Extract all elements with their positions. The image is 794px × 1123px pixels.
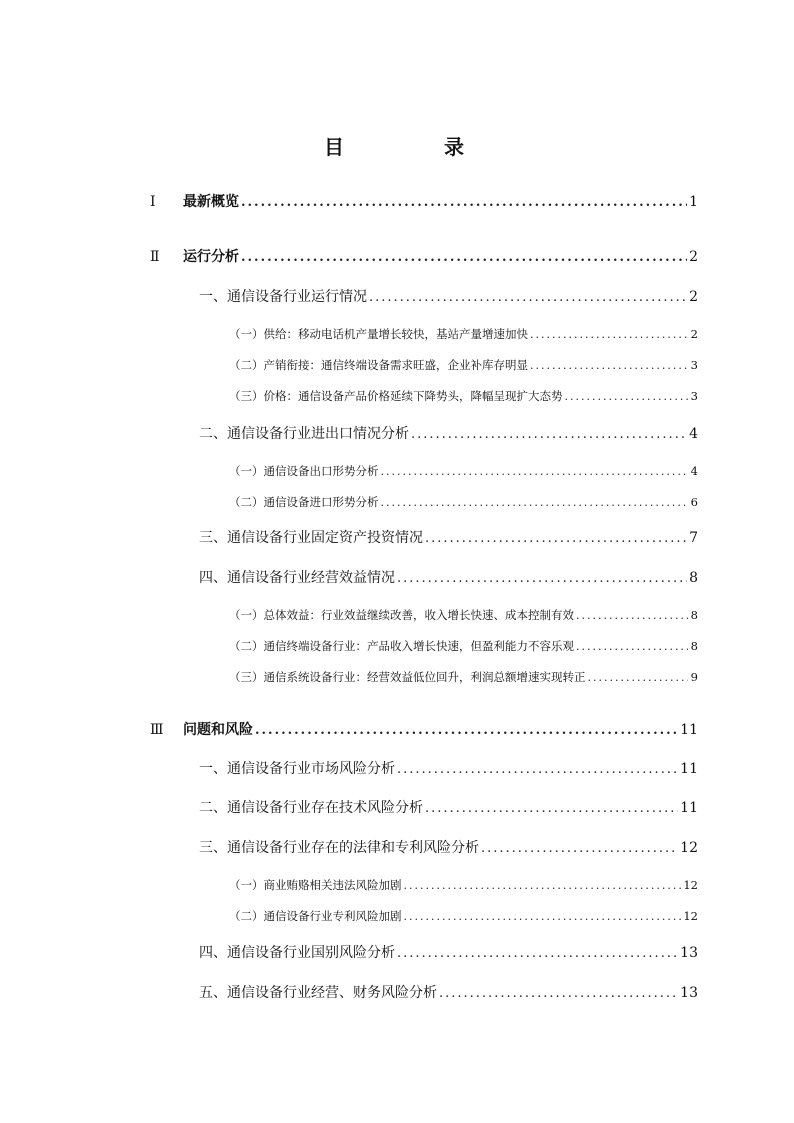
toc-page-number: 7 [689,530,698,546]
toc-entry-title: （二）通信设备进口形势分析 [229,495,379,509]
toc-entry[interactable] [199,528,698,549]
toc-entry[interactable] [229,324,698,345]
toc-leader-dots [381,462,689,482]
toc-section-number: Ⅰ [150,194,156,210]
toc-page-number: 12 [683,878,698,892]
toc-page-number: 11 [680,800,698,816]
toc-entry-title: 四、通信设备行业经营效益情况 [199,570,395,586]
toc-leader-dots [565,387,689,407]
page-title: 目 录 [324,135,504,159]
toc-leader-dots [411,425,687,445]
toc-entry[interactable] [229,636,698,657]
toc-leader-dots [241,248,687,268]
toc-leader-dots [381,493,689,513]
toc-section-number: Ⅲ [150,722,164,738]
toc-page-number: 2 [689,289,698,305]
toc-entry-title: （二）通信终端设备行业：产品收入增长快速，但盈利能力不容乐观 [229,639,574,653]
toc-leader-dots [397,760,678,780]
toc-entry[interactable] [229,492,698,513]
toc-page-number: 8 [690,608,698,622]
toc-entry-title: 三、通信设备行业固定资产投资情况 [199,530,423,546]
toc-page-number: 4 [689,426,698,442]
toc-entry[interactable] [229,875,698,896]
toc-entry[interactable] [229,355,698,376]
toc-entry[interactable] [229,461,698,482]
toc-page-number: 3 [690,389,698,403]
toc-page-number: 2 [690,327,698,341]
toc-entry[interactable] [199,798,698,819]
toc-page-number: 9 [690,670,698,684]
toc-entry[interactable] [229,667,698,688]
toc-entry-title: （一）商业贿赂相关违法风险加剧 [229,878,402,892]
toc-entry[interactable] [199,943,698,964]
toc-entry-operation-analysis[interactable] [150,247,698,268]
toc-entry-title: 一、通信设备行业市场风险分析 [199,761,395,777]
toc-entry[interactable] [199,983,698,1004]
toc-entry[interactable] [229,605,698,626]
toc-section-number: Ⅱ [150,249,160,265]
toc-entry[interactable] [229,386,698,407]
toc-entry-title: （二）产销衔接：通信终端设备需求旺盛，企业补库存明显 [229,358,528,372]
toc-page-number: 8 [690,639,698,653]
toc-leader-dots [576,606,688,626]
toc-entry-latest-overview[interactable] [150,192,698,213]
toc-leader-dots [241,193,687,213]
toc-entry[interactable] [199,838,698,859]
toc-leader-dots [481,839,678,859]
toc-page-number: 11 [680,722,698,738]
toc-entry-title: （一）供给：移动电话机产量增长较快，基站产量增速加快 [229,327,528,341]
toc-entry[interactable] [229,906,698,927]
toc-entry-title: 一、通信设备行业运行情况 [199,289,367,305]
toc-entry-title: （一）总体效益：行业效益继续改善，收入增长快速、成本控制有效 [229,608,574,622]
toc-page-number: 6 [690,495,698,509]
toc-leader-dots [425,799,678,819]
toc-entry[interactable] [199,424,698,445]
toc-entry-problems-and-risks[interactable] [150,720,698,741]
toc-page-number: 12 [683,909,698,923]
toc-leader-dots [425,529,687,549]
toc-entry-title: 最新概览 [183,194,239,210]
toc-entry-title: 三、通信设备行业存在的法律和专利风险分析 [199,840,479,856]
toc-entry-title: （三）价格：通信设备产品价格延续下降势头，降幅呈现扩大态势 [229,389,563,403]
toc-entry-title: 问题和风险 [183,722,253,738]
toc-page-number: 8 [689,570,698,586]
toc-leader-dots [530,325,688,345]
toc-leader-dots [369,288,687,308]
toc-leader-dots [404,876,682,896]
toc-leader-dots [397,944,678,964]
toc-entry-title: （二）通信设备行业专利风险加剧 [229,909,402,923]
toc-leader-dots [588,668,689,688]
toc-page-number: 2 [689,249,698,265]
toc-leader-dots [397,569,687,589]
toc-page-number: 13 [680,945,698,961]
toc-entry-title: （三）通信系统设备行业：经营效益低位回升，利润总额增速实现转正 [229,670,586,684]
toc-leader-dots [576,637,688,657]
toc-entry[interactable] [199,759,698,780]
toc-leader-dots [439,984,678,1004]
toc-page-number: 3 [690,358,698,372]
toc-entry-title: 二、通信设备行业进出口情况分析 [199,426,409,442]
toc-page-number: 13 [680,985,698,1001]
toc-leader-dots [255,721,678,741]
toc-entry-title: 四、通信设备行业国别风险分析 [199,945,395,961]
toc-page-number: 11 [680,761,698,777]
toc-leader-dots [530,356,688,376]
toc-entry-title: 五、通信设备行业经营、财务风险分析 [199,985,437,1001]
toc-entry[interactable] [199,287,698,308]
toc-entry[interactable] [199,568,698,589]
toc-page-number: 4 [690,464,698,478]
toc-page-number: 1 [689,194,698,210]
toc-leader-dots [404,907,682,927]
toc-entry-title: 运行分析 [183,249,239,265]
toc-entry-title: 二、通信设备行业存在技术风险分析 [199,800,423,816]
toc-entry-title: （一）通信设备出口形势分析 [229,464,379,478]
toc-page-number: 12 [680,840,698,856]
